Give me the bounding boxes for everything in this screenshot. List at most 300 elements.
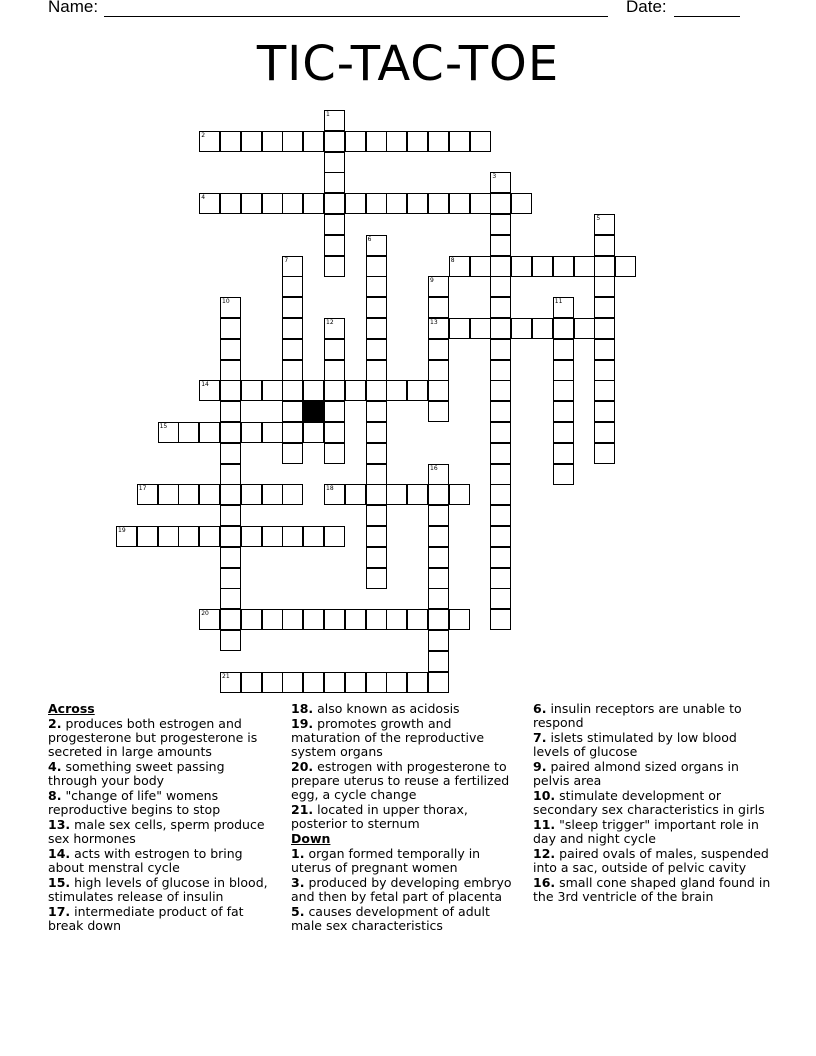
black-square [303, 401, 324, 422]
grid-cell[interactable] [220, 193, 241, 214]
clues-column-2 [291, 702, 519, 934]
clue-text: causes development of adult male sex characteristics [291, 904, 490, 933]
grid-cell[interactable] [324, 214, 345, 235]
grid-cell[interactable] [324, 401, 345, 422]
grid-cell[interactable] [282, 609, 303, 630]
grid-cell[interactable] [428, 401, 449, 422]
clue-text: islets stimulated by low blood levels of glucose [533, 730, 737, 759]
clue-across-15 [48, 876, 276, 904]
grid-cell[interactable] [158, 422, 179, 443]
grid-cell[interactable] [594, 443, 615, 464]
grid-cell[interactable] [220, 318, 241, 339]
grid-cell[interactable] [490, 214, 511, 235]
grid-cell[interactable] [366, 276, 387, 297]
grid-cell[interactable] [366, 547, 387, 568]
grid-cell[interactable] [324, 131, 345, 152]
grid-cell[interactable] [220, 131, 241, 152]
clue-number: 15. [48, 875, 71, 890]
grid-cell[interactable] [220, 464, 241, 485]
clue-number-label: 15 [159, 423, 168, 430]
grid-cell[interactable] [220, 401, 241, 422]
grid-cell[interactable] [324, 443, 345, 464]
grid-cell[interactable] [220, 588, 241, 609]
grid-cell[interactable] [324, 318, 345, 339]
grid-cell[interactable] [428, 297, 449, 318]
grid-cell[interactable] [594, 318, 615, 339]
grid-cell[interactable] [116, 526, 137, 547]
grid-cell[interactable] [199, 131, 220, 152]
clue-text: intermediate product of fat break down [48, 904, 244, 933]
grid-cell[interactable] [366, 193, 387, 214]
grid-cell[interactable] [366, 318, 387, 339]
grid-cell[interactable] [407, 193, 428, 214]
grid-cell[interactable] [615, 256, 636, 277]
grid-cell[interactable] [262, 193, 283, 214]
grid-cell[interactable] [553, 339, 574, 360]
grid-cell[interactable] [262, 484, 283, 505]
clue-across-20 [291, 760, 519, 802]
grid-cell[interactable] [282, 256, 303, 277]
clue-down-10 [533, 789, 773, 817]
grid-cell[interactable] [574, 256, 595, 277]
clue-down-11 [533, 818, 773, 846]
grid-cell[interactable] [241, 131, 262, 152]
clue-number-label: 13 [430, 319, 438, 326]
grid-cell[interactable] [490, 443, 511, 464]
clue-number: 21. [291, 802, 314, 817]
grid-cell[interactable] [282, 422, 303, 443]
grid-cell[interactable] [532, 256, 553, 277]
grid-cell[interactable] [220, 484, 241, 505]
grid-cell[interactable] [386, 672, 407, 693]
grid-cell[interactable] [490, 609, 511, 630]
grid-cell[interactable] [324, 360, 345, 381]
clue-text: "change of life" womens reproductive begins to stop [48, 788, 221, 817]
clue-text: produced by developing embryo and then by fetal part of placenta [291, 875, 512, 904]
grid-cell[interactable] [366, 297, 387, 318]
clue-across-4 [48, 760, 276, 788]
grid-cell[interactable] [324, 422, 345, 443]
grid-cell[interactable] [553, 256, 574, 277]
grid-cell[interactable] [490, 193, 511, 214]
grid-cell[interactable] [282, 297, 303, 318]
clue-text: stimulate development or secondary sex characteristics in girls [533, 788, 765, 817]
grid-cell[interactable] [324, 339, 345, 360]
clue-number: 17. [48, 904, 71, 919]
clue-number-label: 18 [326, 485, 334, 493]
grid-cell[interactable] [282, 339, 303, 360]
grid-cell[interactable] [490, 505, 511, 526]
grid-cell[interactable] [449, 318, 470, 339]
grid-cell[interactable] [490, 256, 511, 277]
grid-cell[interactable] [303, 131, 324, 152]
grid-cell[interactable] [490, 484, 511, 505]
grid-cell[interactable] [470, 318, 491, 339]
clue-across-21 [291, 803, 519, 831]
grid-cell[interactable] [199, 484, 220, 505]
name-label: Name: [48, 0, 99, 16]
grid-cell[interactable] [366, 443, 387, 464]
clue-across-2 [48, 717, 276, 759]
grid-cell[interactable] [366, 256, 387, 277]
grid-cell[interactable] [594, 297, 615, 318]
clue-number-label: 3 [492, 173, 497, 181]
clue-text: something sweet passing through your body [48, 759, 225, 788]
grid-cell[interactable] [449, 609, 470, 630]
clue-text: small cone shaped gland found in the 3rd ventricle of the brain [533, 875, 771, 904]
grid-cell[interactable] [262, 380, 283, 401]
grid-cell[interactable] [241, 672, 262, 693]
grid-cell[interactable] [428, 588, 449, 609]
grid-cell[interactable] [303, 526, 324, 547]
grid-cell[interactable] [262, 526, 283, 547]
grid-cell[interactable] [137, 484, 158, 505]
grid-cell[interactable] [553, 464, 574, 485]
grid-cell[interactable] [282, 276, 303, 297]
clue-number-label: 6 [367, 235, 372, 243]
grid-cell[interactable] [594, 360, 615, 381]
grid-cell[interactable] [282, 318, 303, 339]
grid-cell[interactable] [490, 235, 511, 256]
grid-cell[interactable] [345, 609, 366, 630]
grid-cell[interactable] [532, 318, 553, 339]
grid-cell[interactable] [220, 547, 241, 568]
grid-cell[interactable] [490, 547, 511, 568]
grid-cell[interactable] [428, 547, 449, 568]
grid-cell[interactable] [282, 131, 303, 152]
grid-cell[interactable] [220, 609, 241, 630]
clue-number-label: 14 [201, 381, 209, 389]
grid-cell[interactable] [470, 193, 491, 214]
grid-cell[interactable] [241, 380, 262, 401]
clue-number: 8. [48, 788, 62, 803]
grid-cell[interactable] [428, 131, 449, 152]
grid-cell[interactable] [324, 380, 345, 401]
grid-cell[interactable] [220, 380, 241, 401]
grid-cell[interactable] [366, 360, 387, 381]
grid-cell[interactable] [490, 360, 511, 381]
grid-cell[interactable] [594, 380, 615, 401]
clue-number: 1. [291, 846, 305, 861]
clue-number: 9. [533, 759, 547, 774]
grid-cell[interactable] [594, 422, 615, 443]
grid-cell[interactable] [428, 484, 449, 505]
grid-cell[interactable] [366, 672, 387, 693]
grid-cell[interactable] [366, 464, 387, 485]
grid-cell[interactable] [199, 422, 220, 443]
grid-cell[interactable] [574, 318, 595, 339]
grid-cell[interactable] [220, 422, 241, 443]
grid-cell[interactable] [386, 609, 407, 630]
grid-cell[interactable] [178, 526, 199, 547]
clue-down-16 [533, 876, 773, 904]
grid-cell[interactable] [241, 526, 262, 547]
grid-cell[interactable] [490, 297, 511, 318]
clues-column-1 [48, 702, 276, 934]
grid-cell[interactable] [324, 609, 345, 630]
grid-cell[interactable] [553, 318, 574, 339]
grid-cell[interactable] [282, 672, 303, 693]
clue-text: promotes growth and maturation of the reproductive system organs [291, 716, 485, 759]
clue-number-label: 5 [596, 215, 601, 222]
grid-cell[interactable] [241, 484, 262, 505]
clue-number: 10. [533, 788, 556, 803]
date-label: Date: [626, 0, 667, 16]
grid-cell[interactable] [428, 568, 449, 589]
grid-cell[interactable] [324, 235, 345, 256]
grid-cell[interactable] [345, 484, 366, 505]
grid-cell[interactable] [366, 235, 387, 256]
grid-cell[interactable] [428, 360, 449, 381]
clue-down-5 [291, 905, 519, 933]
grid-cell[interactable] [241, 193, 262, 214]
grid-cell[interactable] [594, 214, 615, 235]
clue-number-label: 16 [430, 464, 438, 472]
clue-text: produces both estrogen and progesterone but progesterone is secreted in large amounts [48, 716, 258, 759]
grid-cell[interactable] [324, 172, 345, 193]
clue-text: organ formed temporally in uterus of pregnant women [291, 846, 481, 875]
clue-across-13 [48, 818, 276, 846]
grid-cell[interactable] [324, 672, 345, 693]
clue-number: 19. [291, 716, 314, 731]
clue-number: 6. [533, 701, 547, 716]
grid-cell[interactable] [407, 672, 428, 693]
grid-cell[interactable] [428, 630, 449, 651]
grid-cell[interactable] [490, 276, 511, 297]
clue-text: also known as acidosis [317, 701, 460, 716]
grid-cell[interactable] [220, 672, 241, 693]
clue-number-label: 2 [201, 131, 206, 139]
grid-cell[interactable] [220, 443, 241, 464]
clue-down-6 [533, 702, 773, 730]
grid-cell[interactable] [220, 297, 241, 318]
grid-cell[interactable] [490, 526, 511, 547]
grid-cell[interactable] [262, 672, 283, 693]
grid-cell[interactable] [303, 422, 324, 443]
grid-cell[interactable] [158, 526, 179, 547]
grid-cell[interactable] [490, 339, 511, 360]
grid-cell[interactable] [262, 422, 283, 443]
clue-text: paired almond sized organs in pelvis area [533, 759, 739, 788]
grid-cell[interactable] [282, 443, 303, 464]
grid-cell[interactable] [241, 609, 262, 630]
grid-cell[interactable] [282, 401, 303, 422]
clue-across-14 [48, 847, 276, 875]
grid-cell[interactable] [449, 193, 470, 214]
grid-cell[interactable] [386, 484, 407, 505]
grid-cell[interactable] [470, 131, 491, 152]
grid-cell[interactable] [470, 256, 491, 277]
grid-cell[interactable] [303, 193, 324, 214]
grid-cell[interactable] [490, 464, 511, 485]
grid-cell[interactable] [324, 484, 345, 505]
grid-cell[interactable] [511, 318, 532, 339]
grid-cell[interactable] [428, 339, 449, 360]
clue-number-label: 4 [201, 194, 206, 202]
grid-cell[interactable] [449, 256, 470, 277]
grid-cell[interactable] [407, 484, 428, 505]
grid-cell[interactable] [366, 339, 387, 360]
grid-cell[interactable] [324, 526, 345, 547]
grid-cell[interactable] [386, 380, 407, 401]
clue-across-8 [48, 789, 276, 817]
grid-cell[interactable] [303, 672, 324, 693]
across-heading: Across [48, 701, 95, 716]
clue-number-label: 20 [201, 610, 209, 618]
grid-cell[interactable] [490, 380, 511, 401]
clue-number-label: 9 [430, 277, 434, 285]
grid-cell[interactable] [428, 464, 449, 485]
grid-cell[interactable] [366, 568, 387, 589]
grid-cell[interactable] [511, 256, 532, 277]
grid-cell[interactable] [345, 672, 366, 693]
grid-cell[interactable] [199, 193, 220, 214]
grid-cell[interactable] [324, 152, 345, 173]
clue-down-3 [291, 876, 519, 904]
grid-cell[interactable] [220, 360, 241, 381]
grid-cell[interactable] [553, 297, 574, 318]
clue-number-label: 11 [554, 298, 563, 306]
clue-number: 12. [533, 846, 556, 861]
clues-column-3 [533, 702, 773, 905]
grid-cell[interactable] [199, 609, 220, 630]
clue-across-19 [291, 717, 519, 759]
grid-cell[interactable] [220, 505, 241, 526]
clue-text: high levels of glucose in blood, stimulates release of insulin [48, 875, 268, 904]
grid-cell[interactable] [428, 276, 449, 297]
down-heading: Down [291, 831, 331, 846]
grid-cell[interactable] [220, 568, 241, 589]
clue-number-label: 17 [138, 485, 147, 493]
grid-cell[interactable] [553, 360, 574, 381]
clue-number: 4. [48, 759, 62, 774]
grid-cell[interactable] [594, 235, 615, 256]
grid-cell[interactable] [345, 131, 366, 152]
grid-cell[interactable] [345, 193, 366, 214]
grid-cell[interactable] [407, 131, 428, 152]
grid-cell[interactable] [386, 131, 407, 152]
grid-cell[interactable] [303, 609, 324, 630]
clue-text: estrogen with progesterone to prepare uterus to reuse a fertilized egg, a cycle change [291, 759, 510, 802]
grid-cell[interactable] [490, 172, 511, 193]
clue-down-9 [533, 760, 773, 788]
clue-down-7 [533, 731, 773, 759]
grid-cell[interactable] [199, 526, 220, 547]
grid-cell[interactable] [407, 380, 428, 401]
grid-cell[interactable] [553, 443, 574, 464]
clue-number-label: 10 [222, 298, 230, 306]
grid-cell[interactable] [324, 256, 345, 277]
grid-cell[interactable] [490, 318, 511, 339]
grid-cell[interactable] [594, 276, 615, 297]
grid-cell[interactable] [366, 609, 387, 630]
grid-cell[interactable] [553, 380, 574, 401]
grid-cell[interactable] [262, 131, 283, 152]
clue-down-1 [291, 847, 519, 875]
grid-cell[interactable] [428, 380, 449, 401]
grid-cell[interactable] [490, 422, 511, 443]
grid-cell[interactable] [324, 110, 345, 131]
grid-cell[interactable] [511, 193, 532, 214]
grid-cell[interactable] [282, 193, 303, 214]
grid-cell[interactable] [262, 609, 283, 630]
clue-number: 14. [48, 846, 71, 861]
grid-cell[interactable] [366, 505, 387, 526]
grid-cell[interactable] [553, 422, 574, 443]
grid-cell[interactable] [449, 484, 470, 505]
clue-text: male sex cells, sperm produce sex hormones [48, 817, 265, 846]
clue-across-18 [291, 702, 519, 716]
grid-cell[interactable] [490, 568, 511, 589]
grid-cell[interactable] [407, 609, 428, 630]
grid-cell[interactable] [428, 672, 449, 693]
grid-cell[interactable] [178, 422, 199, 443]
clue-text: paired ovals of males, suspended into a sac, outside of pelvic cavity [533, 846, 769, 875]
clue-text: insulin receptors are unable to respond [533, 701, 742, 730]
grid-cell[interactable] [428, 609, 449, 630]
grid-cell[interactable] [386, 193, 407, 214]
grid-cell[interactable] [594, 256, 615, 277]
grid-cell[interactable] [428, 505, 449, 526]
grid-cell[interactable] [178, 484, 199, 505]
grid-cell[interactable] [428, 193, 449, 214]
puzzle-title: TIC-TAC-TOE [256, 36, 560, 92]
grid-cell[interactable] [449, 131, 470, 152]
clue-text: "sleep trigger" important role in day and night cycle [533, 817, 759, 846]
grid-cell[interactable] [220, 630, 241, 651]
grid-cell[interactable] [303, 380, 324, 401]
grid-cell[interactable] [490, 401, 511, 422]
grid-cell[interactable] [220, 339, 241, 360]
grid-cell[interactable] [428, 526, 449, 547]
clue-text: located in upper thorax, posterior to sternum [291, 802, 468, 831]
clue-number-label: 8 [450, 256, 455, 264]
clue-number: 7. [533, 730, 547, 745]
grid-cell[interactable] [594, 401, 615, 422]
grid-cell[interactable] [199, 380, 220, 401]
grid-cell[interactable] [594, 339, 615, 360]
grid-cell[interactable] [553, 401, 574, 422]
grid-cell[interactable] [428, 651, 449, 672]
grid-cell[interactable] [324, 193, 345, 214]
grid-cell[interactable] [282, 526, 303, 547]
grid-cell[interactable] [282, 360, 303, 381]
grid-cell[interactable] [490, 588, 511, 609]
clue-down-12 [533, 847, 773, 875]
grid-cell[interactable] [366, 422, 387, 443]
grid-cell[interactable] [366, 380, 387, 401]
clue-number-label: 7 [284, 256, 289, 264]
grid-cell[interactable] [282, 484, 303, 505]
clue-number: 3. [291, 875, 305, 890]
grid-cell[interactable] [366, 131, 387, 152]
clue-number-label: 21 [222, 672, 230, 680]
grid-cell[interactable] [137, 526, 158, 547]
grid-cell[interactable] [220, 526, 241, 547]
grid-cell[interactable] [158, 484, 179, 505]
grid-cell[interactable] [366, 526, 387, 547]
clue-number: 13. [48, 817, 71, 832]
grid-cell[interactable] [345, 380, 366, 401]
grid-cell[interactable] [241, 422, 262, 443]
grid-cell[interactable] [282, 380, 303, 401]
grid-cell[interactable] [428, 318, 449, 339]
clue-number: 18. [291, 701, 314, 716]
clue-across-17 [48, 905, 276, 933]
grid-cell[interactable] [366, 401, 387, 422]
clue-number: 5. [291, 904, 305, 919]
grid-cell[interactable] [366, 484, 387, 505]
